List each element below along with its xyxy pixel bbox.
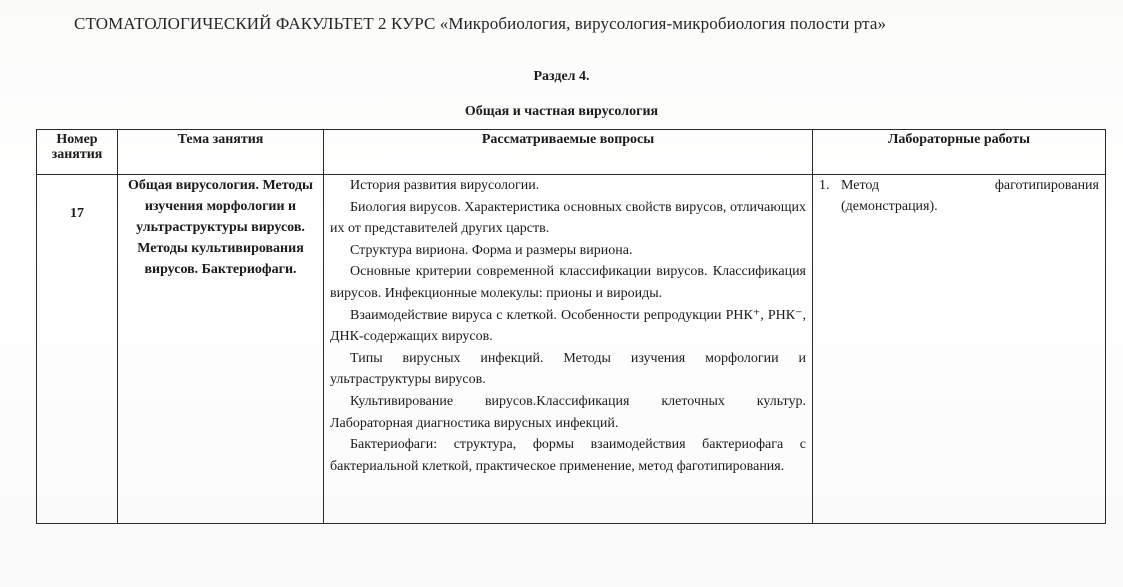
lab-work-title: Метод фаготипирования: [841, 178, 1099, 193]
lab-work-item: [819, 175, 1099, 217]
lab-work-note: (демонстрация).: [841, 199, 938, 214]
section-number: Раздел 4.: [533, 69, 590, 84]
faculty-course-header: СТОМАТОЛОГИЧЕСКИЙ ФАКУЛЬТЕТ 2 КУРС «Микробиология, вирусология-микробиология полости рта»: [74, 14, 887, 33]
question-item: Основные критерии современной классификации вирусов. Классификация вирусов. Инфекционные молекулы: прионы и вироиды.: [330, 264, 806, 301]
lab-work-number: 1.: [819, 178, 830, 193]
questions-cell: [324, 175, 813, 524]
header-lab-works: Лабораторные работы: [813, 130, 1106, 175]
question-item: Культивирование вирусов.Классификация клеточных культур. Лабораторная диагностика вирусных инфекций.: [330, 393, 806, 431]
lab-works-cell: [813, 175, 1106, 524]
question-item: Типы вирусных инфекций. Методы изучения морфологии и ультраструктуры вирусов.: [330, 350, 806, 388]
header-lesson-number: Номер занятия: [37, 130, 118, 175]
question-item: История развития вирусологии.: [350, 178, 540, 193]
table-header-row: [37, 130, 1106, 175]
table-row: [37, 175, 1106, 524]
section-title: Общая и частная вирусология: [464, 104, 659, 119]
lesson-plan-table: [36, 129, 1106, 524]
question-item: Бактериофаги: структура, формы взаимодействия бактериофага с бактериальной клеткой, практическое применение, метод фаготипирования.: [330, 437, 806, 474]
lesson-number-cell: 17: [37, 175, 118, 524]
question-item: Взаимодействие вируса с клеткой. Особенности репродукции РНК⁺, РНК⁻, ДНК-содержащих вирусов.: [330, 307, 806, 345]
question-item: Структура вириона. Форма и размеры вириона.: [350, 242, 633, 258]
lesson-topic-cell: Общая вирусология. Методы изучения морфологии и ультраструктуры вирусов. Методы культивирования вирусов. Бактериофаги.: [118, 175, 324, 524]
question-item: Биология вирусов. Характеристика основных свойств вирусов, отличающих их от представителей других царств.: [330, 199, 806, 237]
header-questions: Рассматриваемые вопросы: [324, 130, 813, 175]
header-lesson-topic: Тема занятия: [118, 130, 324, 175]
